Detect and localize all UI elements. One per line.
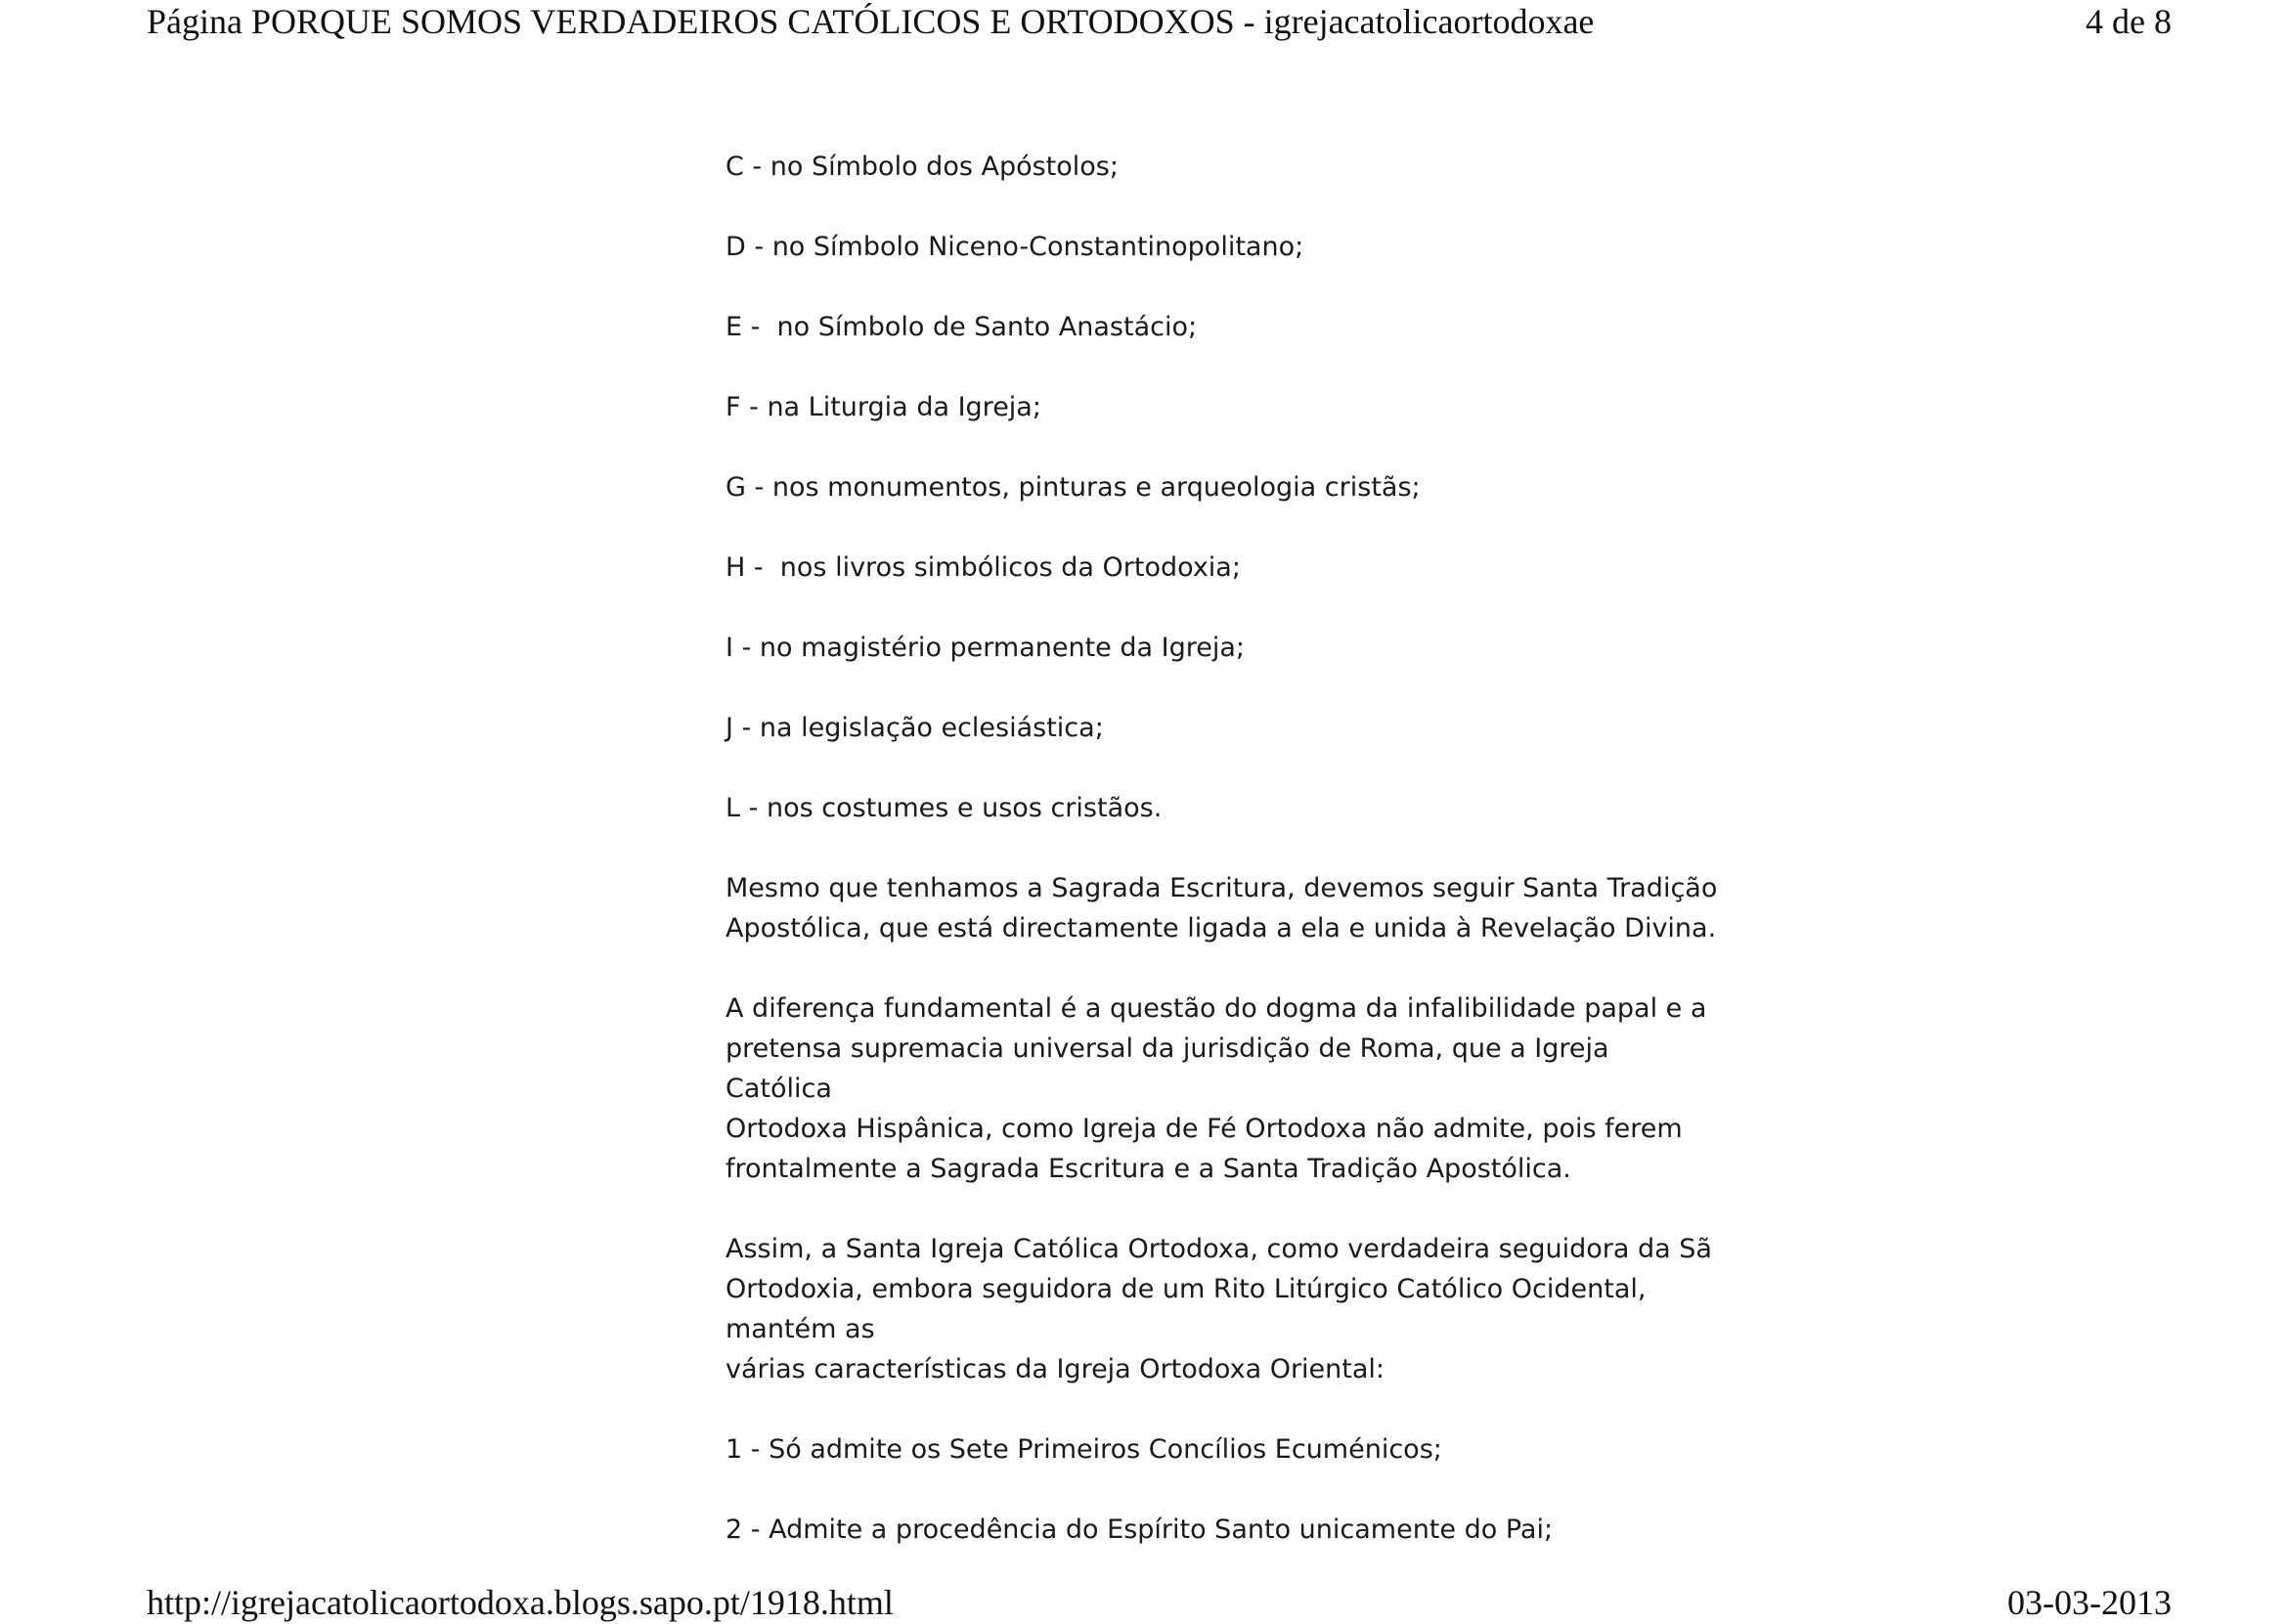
paragraph-difference: A diferença fundamental é a questão do dogma da infalibilidade papal e a pretensa supremacia universal da jurisdição de Roma, que a Igreja Católica Ortodoxa Hispânica, como Igreja de Fé Ortodoxa não admite, pois ferem frontalmente a Sagrada Escritura e a Santa Tradição Apostólica. — [726, 993, 1707, 1184]
list-item-h: H - nos livros simbólicos da Ortodoxia; — [726, 552, 1241, 583]
paragraph-tradition: Mesmo que tenhamos a Sagrada Escritura, devemos seguir Santa Tradição Apostólica, que está directamente ligada a ela e unida à Revelação Divina. — [726, 873, 1718, 944]
list-item-d: D - no Símbolo Niceno-Constantinopolitano; — [726, 232, 1304, 262]
footer-date: 03-03-2013 — [2007, 1583, 2172, 1622]
list-item-j: J - na legislação eclesiástica; — [726, 713, 1104, 743]
page-indicator: 4 de 8 — [2086, 2, 2172, 41]
paragraph-characteristics: Assim, a Santa Igreja Católica Ortodoxa, como verdadeira seguidora da Sã Ortodoxia, embora seguidora de um Rito Litúrgico Católico Ocidental, mantém as várias características da Igreja Ortodoxa Oriental: — [726, 1234, 1712, 1384]
list-item-g: G - nos monumentos, pinturas e arqueologia cristãs; — [726, 472, 1421, 503]
list-item-l: L - nos costumes e usos cristãos. — [726, 793, 1163, 823]
list-item-2: 2 - Admite a procedência do Espírito Santo unicamente do Pai; — [726, 1514, 1554, 1545]
list-item-e: E - no Símbolo de Santo Anastácio; — [726, 312, 1198, 342]
document-body — [726, 147, 1723, 1590]
list-item-1: 1 - Só admite os Sete Primeiros Concílios Ecuménicos; — [726, 1434, 1442, 1465]
list-item-i: I - no magistério permanente da Igreja; — [726, 633, 1246, 663]
page-header-title: Página PORQUE SOMOS VERDADEIROS CATÓLICOS E ORTODOXOS - igrejacatolicaortodoxae — [147, 2, 1595, 41]
list-item-c: C - no Símbolo dos Apóstolos; — [726, 152, 1119, 182]
footer-url: http://igrejacatolicaortodoxa.blogs.sapo.pt/1918.html — [147, 1583, 894, 1622]
list-item-f: F - na Liturgia da Igreja; — [726, 392, 1041, 422]
